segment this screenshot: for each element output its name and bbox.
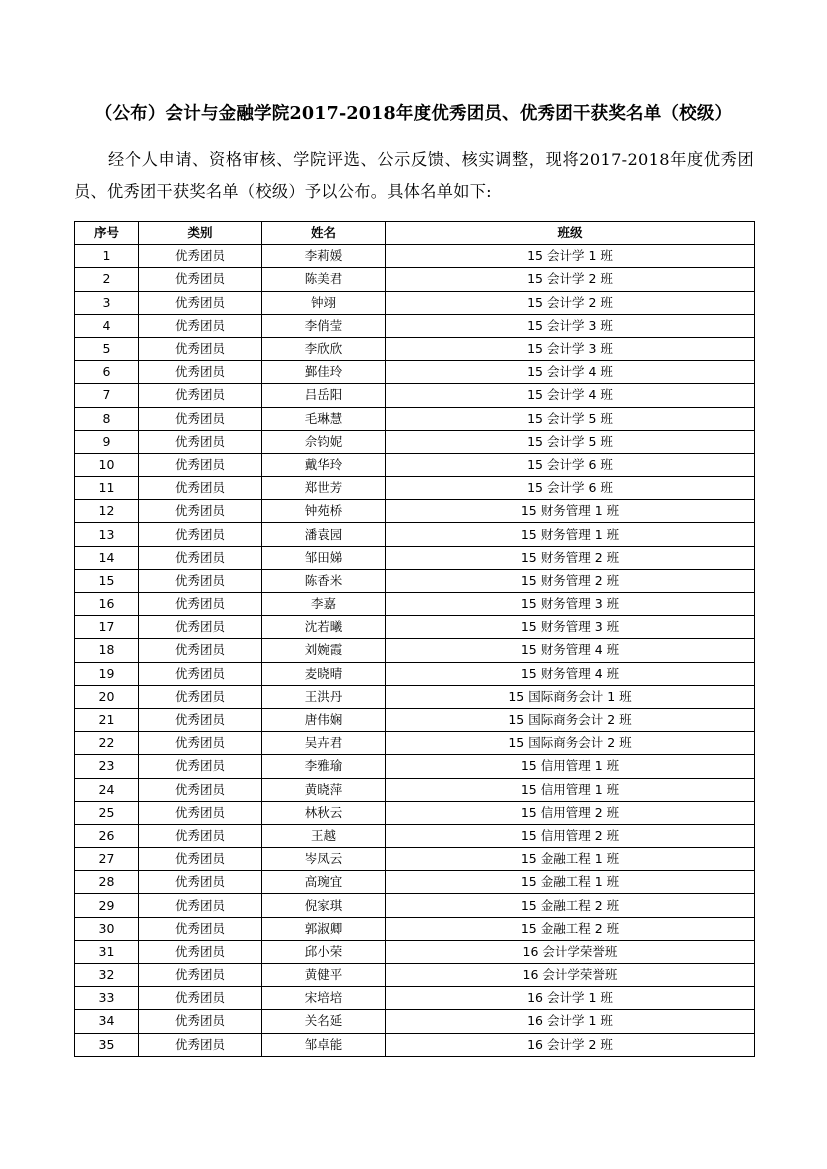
table-row — [75, 593, 755, 616]
cell-class: 15 金融工程 1 班 — [386, 871, 755, 894]
cell-index: 35 — [75, 1033, 139, 1056]
cell-index: 31 — [75, 940, 139, 963]
cell-name: 王洪丹 — [262, 685, 386, 708]
cell-class: 15 国际商务会计 1 班 — [386, 685, 755, 708]
table-row — [75, 801, 755, 824]
cell-name: 林秋云 — [262, 801, 386, 824]
cell-category: 优秀团员 — [139, 361, 262, 384]
cell-class: 15 金融工程 2 班 — [386, 917, 755, 940]
cell-index: 9 — [75, 430, 139, 453]
cell-class: 16 会计学荣誉班 — [386, 940, 755, 963]
cell-name: 戴华玲 — [262, 453, 386, 476]
cell-name: 鄞佳玲 — [262, 361, 386, 384]
table-row — [75, 1010, 755, 1033]
cell-class: 15 国际商务会计 2 班 — [386, 732, 755, 755]
table-row — [75, 685, 755, 708]
cell-category: 优秀团员 — [139, 848, 262, 871]
cell-class: 15 财务管理 4 班 — [386, 662, 755, 685]
cell-category: 优秀团员 — [139, 685, 262, 708]
table-row — [75, 477, 755, 500]
cell-index: 30 — [75, 917, 139, 940]
cell-class: 15 财务管理 4 班 — [386, 639, 755, 662]
table-row — [75, 314, 755, 337]
cell-category: 优秀团员 — [139, 430, 262, 453]
cell-index: 25 — [75, 801, 139, 824]
cell-class: 16 会计学 1 班 — [386, 1010, 755, 1033]
cell-name: 郭淑卿 — [262, 917, 386, 940]
intro-paragraph: 经个人申请、资格审核、学院评选、公示反馈、核实调整，现将2017-2018年度优秀团员、优秀团干获奖名单（校级）予以公布。具体名单如下: — [74, 150, 754, 201]
cell-name: 邹田娣 — [262, 546, 386, 569]
cell-category: 优秀团员 — [139, 314, 262, 337]
cell-name: 王越 — [262, 824, 386, 847]
cell-index: 11 — [75, 477, 139, 500]
table-row — [75, 894, 755, 917]
cell-category: 优秀团员 — [139, 453, 262, 476]
cell-class: 16 会计学荣誉班 — [386, 964, 755, 987]
table-row — [75, 500, 755, 523]
cell-class: 15 财务管理 1 班 — [386, 500, 755, 523]
table-row — [75, 848, 755, 871]
cell-name: 黄晓萍 — [262, 778, 386, 801]
table-row — [75, 291, 755, 314]
cell-name: 郑世芳 — [262, 477, 386, 500]
cell-class: 15 金融工程 2 班 — [386, 894, 755, 917]
cell-category: 优秀团员 — [139, 894, 262, 917]
cell-index: 32 — [75, 964, 139, 987]
table-row — [75, 778, 755, 801]
table-row — [75, 987, 755, 1010]
cell-class: 15 会计学 4 班 — [386, 384, 755, 407]
table-row — [75, 755, 755, 778]
cell-class: 15 信用管理 1 班 — [386, 755, 755, 778]
cell-index: 17 — [75, 616, 139, 639]
table-header-row — [75, 222, 755, 245]
table-row — [75, 453, 755, 476]
cell-name: 高琬宜 — [262, 871, 386, 894]
cell-class: 15 会计学 6 班 — [386, 453, 755, 476]
table-row — [75, 708, 755, 731]
cell-index: 19 — [75, 662, 139, 685]
cell-index: 7 — [75, 384, 139, 407]
cell-class: 15 信用管理 2 班 — [386, 801, 755, 824]
table-row — [75, 407, 755, 430]
cell-name: 岑凤云 — [262, 848, 386, 871]
cell-class: 15 财务管理 2 班 — [386, 569, 755, 592]
cell-category: 优秀团员 — [139, 384, 262, 407]
cell-class: 16 会计学 2 班 — [386, 1033, 755, 1056]
cell-name: 沈若曦 — [262, 616, 386, 639]
table-row — [75, 430, 755, 453]
cell-name: 李雅瑜 — [262, 755, 386, 778]
table-row — [75, 824, 755, 847]
cell-category: 优秀团员 — [139, 569, 262, 592]
cell-class: 15 会计学 3 班 — [386, 337, 755, 360]
cell-class: 15 金融工程 1 班 — [386, 848, 755, 871]
cell-category: 优秀团员 — [139, 964, 262, 987]
cell-category: 优秀团员 — [139, 616, 262, 639]
cell-name: 李嘉 — [262, 593, 386, 616]
cell-class: 15 国际商务会计 2 班 — [386, 708, 755, 731]
cell-index: 14 — [75, 546, 139, 569]
cell-category: 优秀团员 — [139, 1033, 262, 1056]
cell-category: 优秀团员 — [139, 546, 262, 569]
table-row — [75, 639, 755, 662]
table-row — [75, 732, 755, 755]
cell-class: 15 信用管理 1 班 — [386, 778, 755, 801]
cell-name: 刘婉霞 — [262, 639, 386, 662]
cell-index: 21 — [75, 708, 139, 731]
cell-index: 24 — [75, 778, 139, 801]
cell-name: 关名延 — [262, 1010, 386, 1033]
table-row — [75, 662, 755, 685]
cell-category: 优秀团员 — [139, 917, 262, 940]
cell-index: 22 — [75, 732, 139, 755]
cell-class: 15 财务管理 2 班 — [386, 546, 755, 569]
cell-index: 12 — [75, 500, 139, 523]
cell-class: 15 会计学 1 班 — [386, 245, 755, 268]
cell-class: 16 会计学 1 班 — [386, 987, 755, 1010]
table-row — [75, 337, 755, 360]
header-category: 类别 — [139, 222, 262, 245]
cell-index: 4 — [75, 314, 139, 337]
cell-category: 优秀团员 — [139, 708, 262, 731]
cell-index: 1 — [75, 245, 139, 268]
cell-category: 优秀团员 — [139, 801, 262, 824]
header-class: 班级 — [386, 222, 755, 245]
table-row — [75, 917, 755, 940]
cell-category: 优秀团员 — [139, 407, 262, 430]
cell-class: 15 信用管理 2 班 — [386, 824, 755, 847]
header-index: 序号 — [75, 222, 139, 245]
cell-name: 宋培培 — [262, 987, 386, 1010]
cell-index: 8 — [75, 407, 139, 430]
cell-class: 15 财务管理 3 班 — [386, 616, 755, 639]
cell-index: 33 — [75, 987, 139, 1010]
cell-index: 28 — [75, 871, 139, 894]
cell-name: 佘钧妮 — [262, 430, 386, 453]
cell-category: 优秀团员 — [139, 778, 262, 801]
cell-index: 26 — [75, 824, 139, 847]
table-row — [75, 245, 755, 268]
cell-name: 钟苑桥 — [262, 500, 386, 523]
table-row — [75, 361, 755, 384]
table-row — [75, 940, 755, 963]
cell-index: 27 — [75, 848, 139, 871]
cell-name: 倪家琪 — [262, 894, 386, 917]
cell-class: 15 会计学 6 班 — [386, 477, 755, 500]
award-table — [74, 221, 755, 1057]
cell-name: 邱小荣 — [262, 940, 386, 963]
cell-name: 钟翊 — [262, 291, 386, 314]
cell-index: 15 — [75, 569, 139, 592]
cell-index: 16 — [75, 593, 139, 616]
table-row — [75, 384, 755, 407]
header-name: 姓名 — [262, 222, 386, 245]
cell-category: 优秀团员 — [139, 732, 262, 755]
cell-class: 15 会计学 3 班 — [386, 314, 755, 337]
table-row — [75, 569, 755, 592]
table-row — [75, 1033, 755, 1056]
cell-index: 34 — [75, 1010, 139, 1033]
cell-name: 唐伟娴 — [262, 708, 386, 731]
cell-name: 黄健平 — [262, 964, 386, 987]
cell-name: 李莉媛 — [262, 245, 386, 268]
cell-category: 优秀团员 — [139, 755, 262, 778]
cell-category: 优秀团员 — [139, 337, 262, 360]
table-row — [75, 546, 755, 569]
cell-index: 20 — [75, 685, 139, 708]
cell-class: 15 财务管理 3 班 — [386, 593, 755, 616]
cell-name: 麦晓晴 — [262, 662, 386, 685]
cell-category: 优秀团员 — [139, 824, 262, 847]
table-row — [75, 871, 755, 894]
cell-category: 优秀团员 — [139, 291, 262, 314]
cell-name: 李欣欣 — [262, 337, 386, 360]
document-title: （公布）会计与金融学院2017-2018年度优秀团员、优秀团干获奖名单（校级） — [94, 104, 733, 124]
cell-index: 10 — [75, 453, 139, 476]
cell-name: 潘袁园 — [262, 523, 386, 546]
cell-category: 优秀团员 — [139, 639, 262, 662]
cell-class: 15 会计学 2 班 — [386, 291, 755, 314]
cell-class: 15 会计学 5 班 — [386, 430, 755, 453]
table-row — [75, 268, 755, 291]
cell-category: 优秀团员 — [139, 477, 262, 500]
cell-name: 李俏莹 — [262, 314, 386, 337]
table-row — [75, 964, 755, 987]
cell-category: 优秀团员 — [139, 593, 262, 616]
cell-name: 毛琳慧 — [262, 407, 386, 430]
cell-class: 15 财务管理 1 班 — [386, 523, 755, 546]
table-row — [75, 523, 755, 546]
cell-index: 29 — [75, 894, 139, 917]
cell-index: 3 — [75, 291, 139, 314]
table-row — [75, 616, 755, 639]
cell-category: 优秀团员 — [139, 245, 262, 268]
cell-category: 优秀团员 — [139, 940, 262, 963]
cell-category: 优秀团员 — [139, 500, 262, 523]
cell-index: 18 — [75, 639, 139, 662]
cell-index: 23 — [75, 755, 139, 778]
cell-name: 陈美君 — [262, 268, 386, 291]
cell-category: 优秀团员 — [139, 871, 262, 894]
cell-category: 优秀团员 — [139, 662, 262, 685]
cell-index: 5 — [75, 337, 139, 360]
cell-index: 6 — [75, 361, 139, 384]
cell-category: 优秀团员 — [139, 987, 262, 1010]
cell-category: 优秀团员 — [139, 523, 262, 546]
cell-name: 陈香米 — [262, 569, 386, 592]
table-body — [75, 245, 755, 1057]
cell-class: 15 会计学 4 班 — [386, 361, 755, 384]
cell-index: 2 — [75, 268, 139, 291]
cell-name: 吕岳阳 — [262, 384, 386, 407]
cell-name: 吴卉君 — [262, 732, 386, 755]
cell-class: 15 会计学 2 班 — [386, 268, 755, 291]
cell-class: 15 会计学 5 班 — [386, 407, 755, 430]
cell-category: 优秀团员 — [139, 268, 262, 291]
cell-name: 邹卓能 — [262, 1033, 386, 1056]
cell-index: 13 — [75, 523, 139, 546]
cell-category: 优秀团员 — [139, 1010, 262, 1033]
